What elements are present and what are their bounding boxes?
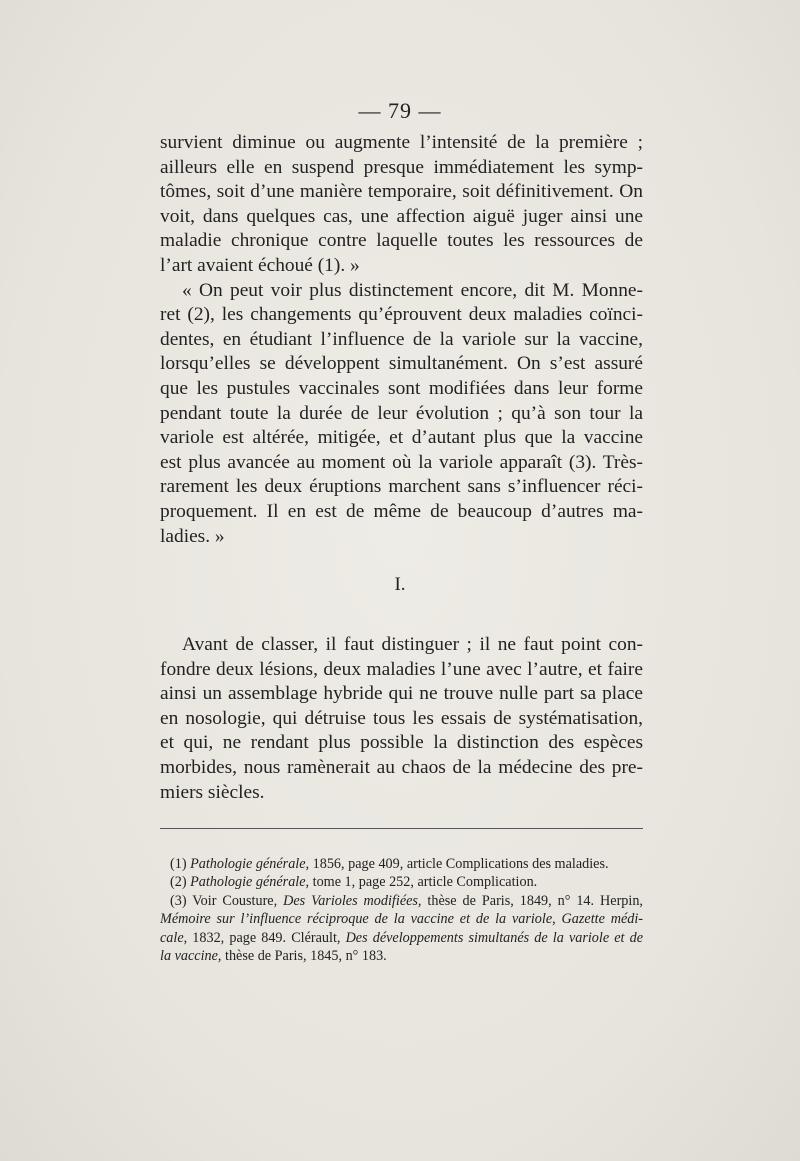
- page-number: — 79 —: [358, 98, 442, 123]
- footnote-text: , thèse de Paris, 1845, n° 183.: [217, 948, 387, 965]
- footnote: [160, 855, 643, 873]
- text-line: pendant toute la durée de leur évolution ; qu’à son tour la: [160, 402, 643, 424]
- text-line: ladies. »: [160, 525, 225, 547]
- footnote-title: Des Varioles modifiées,: [283, 892, 422, 909]
- footnote-title: Pathologie générale,: [190, 874, 310, 891]
- text-line: survient diminue ou augmente l’intensité de la première ;: [160, 132, 643, 153]
- text-line: Avant de classer, il faut distinguer ; il ne faut point con-: [182, 634, 643, 655]
- footnotes: [160, 855, 643, 965]
- text-line: ainsi un assemblage hybride qui ne trouve nulle part sa place: [160, 683, 643, 705]
- footnote-divider: [160, 828, 643, 829]
- text-line: lorsqu’elles se développent simultanément. On s’est assuré: [160, 353, 643, 375]
- text-line: dentes, en étudiant l’influence de la variole sur la vaccine,: [160, 328, 643, 350]
- footnote-text: thèse de Paris, 1849, n° 14. Herpin,: [421, 892, 643, 909]
- footnote-text: , 1832, page 849. Clérault,: [183, 929, 346, 946]
- body-text: [160, 633, 643, 805]
- footnote-title: cale: [160, 929, 184, 946]
- footnote-title: Des développements simultanés de la variole et de: [345, 929, 643, 946]
- text-line: miers siècles.: [160, 781, 265, 803]
- text-line: « On peut voir plus distinctement encore, dit M. Monne-: [182, 279, 643, 301]
- text-line: tômes, soit d’une manière temporaire, soit définitivement. On: [160, 181, 643, 203]
- text-line: proquement. Il en est de même de beaucoup d’autres ma-: [160, 500, 643, 522]
- footnote-title: Pathologie générale,: [190, 856, 310, 872]
- text-line: en nosologie, qui détruise tous les essais de systématisation,: [160, 707, 643, 729]
- text-line: et qui, ne rendant plus possible la distinction des espèces: [160, 732, 643, 754]
- footnote-title: Gazette médi-: [561, 911, 644, 928]
- body-text: [160, 131, 643, 549]
- footnote: [160, 892, 643, 910]
- footnote-title: Mémoire sur l’influence réciproque de la vaccine et de la variole: [160, 911, 553, 928]
- footnote-text: ,: [552, 911, 562, 928]
- text-line: l’art avaient échoué (1). »: [160, 254, 360, 276]
- footnote-continuation: [160, 947, 643, 965]
- footnote-marker: (3): [170, 892, 187, 909]
- footnote-continuation: [160, 929, 643, 947]
- footnote-text: 1856, page 409, article Complications des maladies.: [309, 856, 609, 872]
- text-line: ret (2), les changements qu’éprouvent deux maladies coïnci-: [160, 304, 643, 326]
- text-line: voit, dans quelques cas, une affection aiguë juger ainsi une: [160, 205, 643, 227]
- section-heading: I.: [394, 574, 406, 595]
- text-line: ailleurs elle en suspend presque immédiatement les symp-: [160, 156, 643, 178]
- text-line: fondre deux lésions, deux maladies l’une avec l’autre, et faire: [160, 658, 643, 680]
- footnote-text: tome 1, page 252, article Complication.: [309, 874, 538, 891]
- text-line: que les pustules vaccinales sont modifiées dans leur forme: [160, 377, 643, 399]
- footnote-marker: (1): [170, 856, 187, 872]
- text-line: rarement les deux éruptions marchent sans s’influencer réci-: [160, 476, 643, 498]
- text-line: est plus avancée au moment où la variole apparaît (3). Très-: [160, 451, 643, 473]
- text-line: variole est altérée, mitigée, et d’autant plus que la vaccine: [160, 427, 643, 449]
- footnote-marker: (2): [170, 874, 187, 891]
- text-line: maladie chronique contre laquelle toutes les ressources de: [160, 230, 643, 252]
- footnote-text: Voir Cousture,: [186, 892, 284, 909]
- footnote-continuation: [160, 910, 643, 928]
- footnote: [160, 873, 643, 891]
- text-line: morbides, nous ramènerait au chaos de la médecine des pre-: [160, 756, 643, 778]
- footnote-title: la vaccine: [160, 948, 218, 965]
